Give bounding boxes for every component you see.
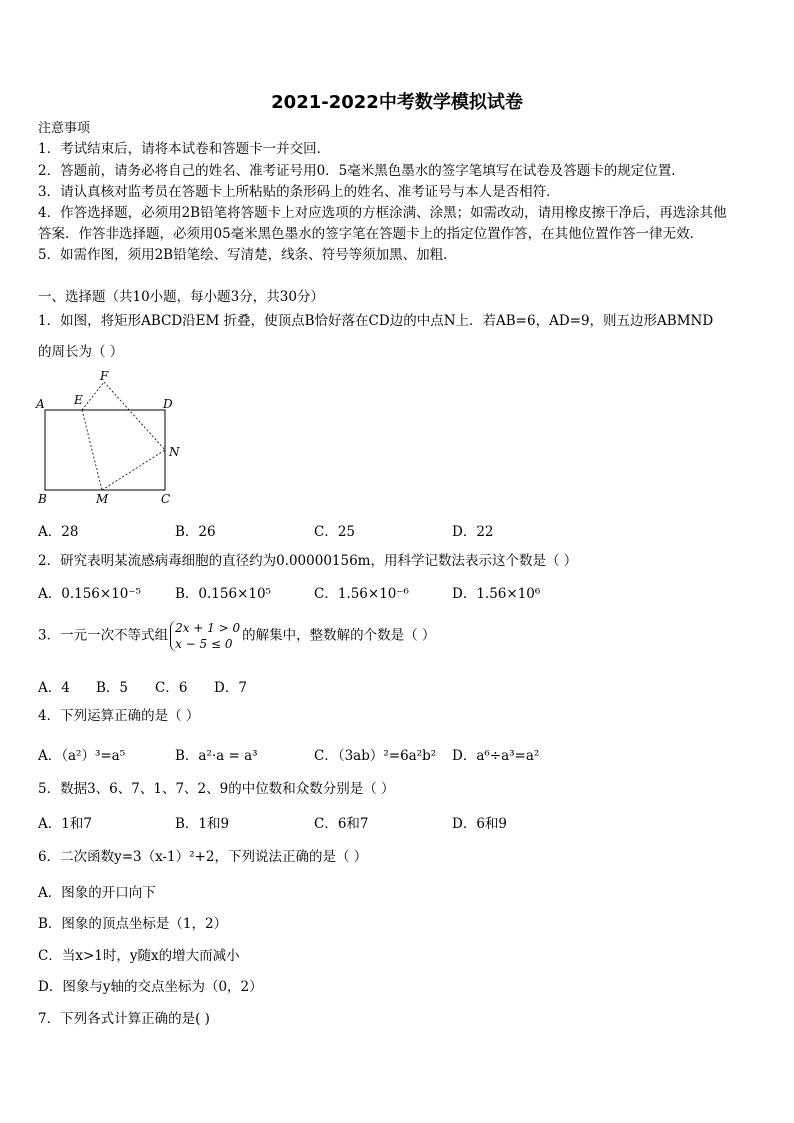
label-c: C: [161, 492, 171, 506]
inequality-system: [170, 620, 240, 652]
note-item: 4．作答选择题，必须用2B铅笔将答题卡上对应选项的方框涂满、涂黑；如需改动，请用橡皮擦干净后，再选涂其他: [38, 205, 727, 221]
label-f: F: [100, 370, 109, 383]
q6-option-c: C．当x>1时，y随x的增大而减小: [38, 948, 240, 964]
q1-option-d: D．22: [452, 524, 494, 540]
q2-option-c: C．1.56×10⁻⁶: [314, 586, 409, 602]
q3-option-a: A．4: [38, 680, 70, 696]
note-item: 5．如需作图，须用2B铅笔绘、写清楚，线条、符号等须加黑、加粗．: [38, 247, 457, 263]
inequality-2: 𝑥 − 5 ≤ 0: [175, 637, 233, 651]
label-n: N: [169, 445, 180, 459]
question-7-text: 7．下列各式计算正确的是( ): [38, 1011, 210, 1027]
label-a: A: [36, 397, 45, 411]
q4-option-b: B．a²·a = a³: [175, 748, 258, 764]
label-m: M: [96, 492, 109, 506]
question-1-text-cont: 的周长为（ ）: [38, 344, 124, 360]
q2-option-d: D．1.56×10⁶: [452, 586, 541, 602]
question-2-text: 2．研究表明某流感病毒细胞的直径约为0.00000156m，用科学记数法表示这个数是（ ）: [38, 553, 578, 569]
label-b: B: [38, 492, 47, 506]
label-d: D: [163, 397, 173, 411]
note-item: 3．请认真核对监考员在答题卡上所粘贴的条形码上的姓名、准考证号与本人是否相符．: [38, 184, 560, 200]
question-1-text: 1．如图，将矩形ABCD沿EM 折叠，使顶点B恰好落在CD边的中点N上．若AB=6，AD=9，则五边形ABMND: [38, 313, 714, 329]
notes-heading: 注意事项: [38, 121, 91, 136]
question-6-text: 6．二次函数y=3（x-1）²+2，下列说法正确的是（ ）: [38, 849, 368, 865]
question-4-text: 4．下列运算正确的是（ ）: [38, 708, 200, 724]
q5-option-c: C．6和7: [314, 816, 369, 832]
note-item: 答案．作答非选择题，必须用05毫米黑色墨水的签字笔在答题卡上的指定位置作答，在其他位置作答一律无效．: [38, 226, 704, 242]
q4-option-c: C．（3ab）²=6a²b²: [314, 748, 437, 764]
q3-suffix: 的解集中，整数解的个数是（ ）: [242, 627, 436, 644]
q3-option-b: B．5: [96, 680, 129, 696]
q5-option-a: A．1和7: [38, 816, 92, 832]
question-3-text: [38, 620, 435, 652]
q6-option-a: A．图象的开口向下: [38, 885, 156, 901]
note-item: 2．答题前，请务必将自己的姓名、准考证号用0．5毫米黑色墨水的签字笔填写在试卷及答题卡的规定位置．: [38, 163, 685, 179]
q2-option-a: A．0.156×10⁻⁵: [38, 586, 141, 602]
question-5-text: 5．数据3、6、7、1、7、2、9的中位数和众数分别是（ ）: [38, 781, 395, 797]
q1-option-a: A．28: [38, 524, 79, 540]
q3-option-c: C．6: [155, 680, 188, 696]
q3-option-d: D．7: [214, 680, 247, 696]
page-title: 2021-2022中考数学模拟试卷: [271, 92, 523, 113]
note-item: 1．考试结束后，请将本试卷和答题卡一并交回．: [38, 141, 331, 157]
rectangle-fold-figure: [34, 370, 194, 510]
q5-option-d: D．6和9: [452, 816, 508, 832]
q6-option-b: B．图象的顶点坐标是（1，2）: [38, 916, 228, 932]
q4-option-d: D．a⁶÷a³=a²: [452, 748, 540, 764]
q1-option-c: C．25: [314, 524, 356, 540]
q5-option-b: B．1和9: [175, 816, 230, 832]
q3-prefix: 3．一元一次不等式组: [38, 627, 169, 644]
q1-option-b: B．26: [175, 524, 216, 540]
section-heading: 一、选择题（共10小题，每小题3分，共30分）: [38, 289, 324, 305]
inequality-1: 2𝑥 + 1 > 0: [175, 621, 241, 635]
label-e: E: [74, 393, 83, 407]
q2-option-b: B．0.156×10⁵: [175, 586, 271, 602]
q6-option-d: D．图象与y轴的交点坐标为（0，2）: [38, 979, 263, 995]
q4-option-a: A．（a²）³=a⁵: [38, 748, 126, 764]
